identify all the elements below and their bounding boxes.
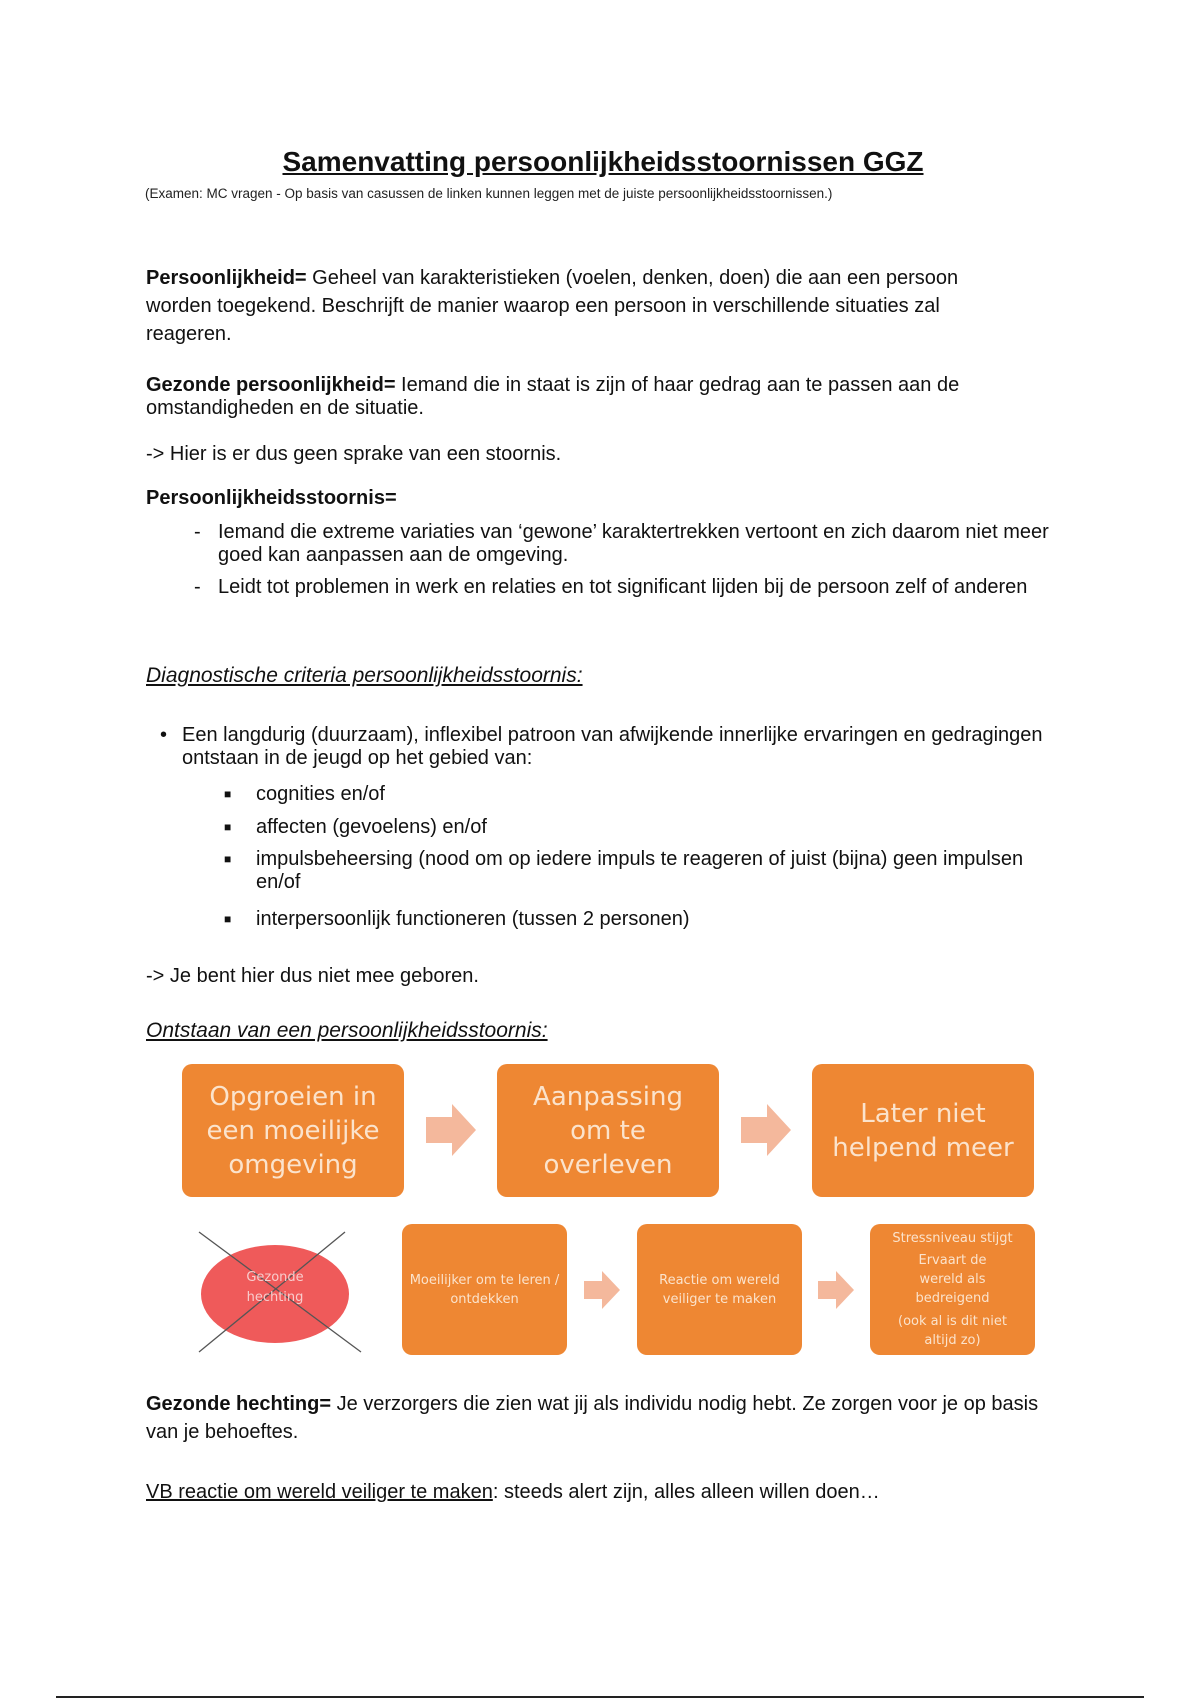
term: Persoonlijkheid= bbox=[146, 267, 307, 289]
bullet-item: - Iemand die extreme variaties van ‘gewone’ karaktertrekken vertoont en zich daarom niet meer goed kan aanpassen aan de omgeving. bbox=[194, 521, 1049, 566]
bullet-item: - Leidt tot problemen in werk en relaties en tot significant lijden bij de persoon zelf of anderen bbox=[194, 576, 1028, 598]
subtitle: (Examen: MC vragen - Op basis van casussen de linken kunnen leggen met de juiste persoonlijkheidsstoornissen.) bbox=[145, 186, 833, 201]
bullet-text: affecten (gevoelens) en/of bbox=[256, 816, 487, 838]
bullet-text: impulsbeheersing (nood om op iedere impuls te reageren of juist (bijna) geen impulsen en/of bbox=[256, 848, 1024, 893]
arrow-right-icon bbox=[584, 1271, 620, 1309]
origin-heading: Ontstaan van een persoonlijkheidsstoornis: bbox=[146, 1019, 548, 1042]
definition-text: Geheel van karakteristieken (voelen, denken, doen) die aan een persoon worden toegekend. Beschrijft de manier waarop een persoon in verschillende situaties zal reageren. bbox=[146, 267, 959, 345]
box-text: Moeilijker om te leren / ontdekken bbox=[409, 1272, 560, 1307]
term: Gezonde hechting= bbox=[146, 1393, 332, 1415]
diagram-box-aanpassing bbox=[497, 1064, 719, 1197]
example-text: : steeds alert zijn, alles alleen willen doen… bbox=[492, 1481, 880, 1503]
term: Gezonde persoonlijkheid= bbox=[146, 374, 396, 396]
bullet-text: Iemand die extreme variaties van ‘gewone’ karaktertrekken vertoont en zich daarom niet meer goed kan aanpassen aan de omgeving. bbox=[218, 521, 1049, 566]
page-bottom-divider bbox=[56, 1696, 1144, 1698]
note-geen-stoornis: -> Hier is er dus geen sprake van een stoornis. bbox=[146, 443, 562, 465]
sub-bullet: ■ impulsbeheersing (nood om op iedere impuls te reageren of juist (bijna) geen impulsen en/of bbox=[224, 848, 1024, 893]
bullet-text: Leidt tot problemen in werk en relaties en tot significant lijden bij de persoon zelf of anderen bbox=[218, 576, 1028, 598]
arrow-right-icon bbox=[818, 1271, 854, 1309]
box-text: Reactie om wereld veiliger te maken bbox=[659, 1272, 780, 1307]
criteria-main: • Een langdurig (duurzaam), inflexibel patroon van afwijkende innerlijke ervaringen en gedragingen ontstaan in de jeugd op het gebied van: bbox=[160, 724, 1043, 769]
term: Persoonlijkheidsstoornis= bbox=[146, 487, 397, 509]
example-label: VB reactie om wereld veiliger te maken bbox=[146, 1481, 493, 1503]
bullet-text: cognities en/of bbox=[256, 783, 385, 805]
term-persoonlijkheidsstoornis bbox=[146, 484, 397, 512]
box-text: Stressniveau stijgt bbox=[892, 1231, 1013, 1246]
definition-gezonde-persoonlijkheid bbox=[146, 374, 1056, 420]
sub-bullet: ■ affecten (gevoelens) en/of bbox=[224, 816, 487, 838]
definition-persoonlijkheid bbox=[146, 264, 1026, 348]
diagram-box-moeilijker bbox=[402, 1224, 567, 1355]
example bbox=[146, 1478, 880, 1506]
definition-gezonde-hechting bbox=[146, 1390, 1066, 1446]
diagram-box-reactie bbox=[637, 1224, 802, 1355]
diagram-box-stressniveau bbox=[870, 1224, 1035, 1355]
bullet-text: Een langdurig (duurzaam), inflexibel patroon van afwijkende innerlijke ervaringen en gedragingen ontstaan in de jeugd op het gebied van: bbox=[182, 724, 1043, 769]
box-text: (ook al is dit niet altijd zo) bbox=[898, 1314, 1007, 1348]
arrow-right-icon bbox=[426, 1104, 476, 1156]
circle-label: Gezonde hechting bbox=[246, 1270, 304, 1305]
sub-bullet: ■ cognities en/of bbox=[224, 783, 385, 805]
box-text: Aanpassing om te overleven bbox=[533, 1081, 683, 1180]
criteria-heading: Diagnostische criteria persoonlijkheidsstoornis: bbox=[146, 664, 583, 687]
bullet-text: interpersoonlijk functioneren (tussen 2 personen) bbox=[256, 908, 690, 930]
sub-bullet: ■ interpersoonlijk functioneren (tussen 2 personen) bbox=[224, 908, 690, 930]
box-text: Opgroeien in een moeilijke omgeving bbox=[206, 1081, 380, 1180]
arrow-right-icon bbox=[741, 1104, 791, 1156]
diagram-box-opgroeien bbox=[182, 1064, 404, 1197]
note-niet-geboren: -> Je bent hier dus niet mee geboren. bbox=[146, 965, 479, 987]
diagram-box-later bbox=[812, 1064, 1034, 1197]
box-text: Ervaart de wereld als bedreigend bbox=[915, 1253, 990, 1306]
definition-text: Iemand die in staat is zijn of haar gedrag aan te passen aan de omstandigheden en de situatie. bbox=[146, 374, 960, 419]
box-text: Later niet helpend meer bbox=[832, 1098, 1014, 1163]
page-title: Samenvatting persoonlijkheidsstoornissen GGZ bbox=[282, 146, 924, 177]
definition-text: Je verzorgers die zien wat jij als individu nodig hebt. Ze zorgen voor je op basis van je behoeftes. bbox=[146, 1393, 1039, 1443]
